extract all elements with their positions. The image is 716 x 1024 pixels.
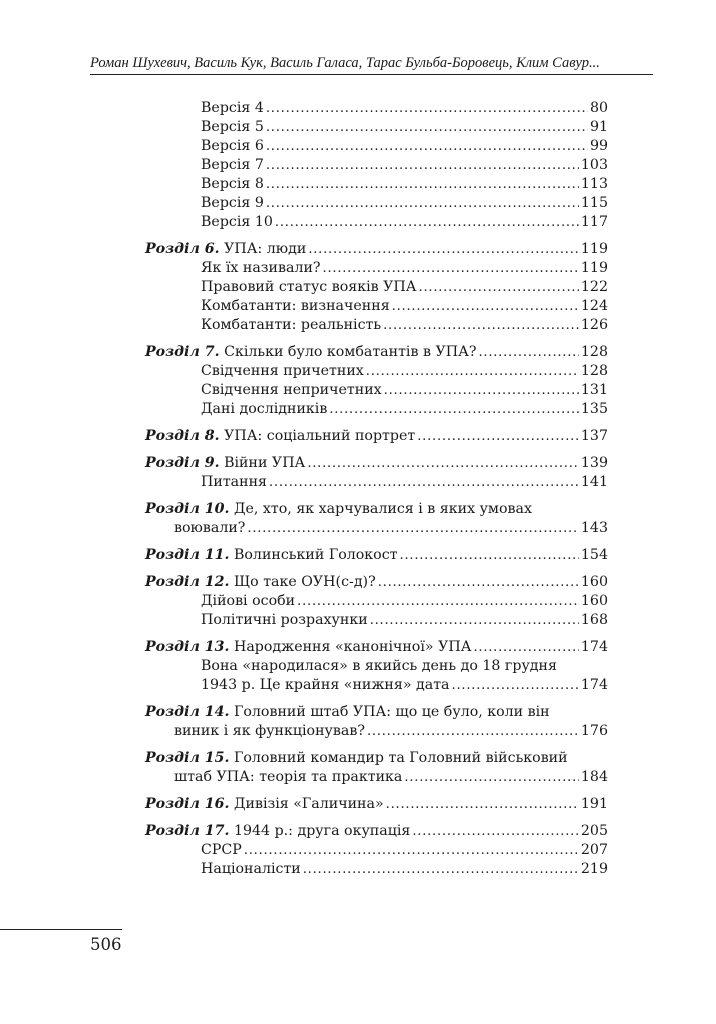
toc-page-number: 128 (580, 363, 608, 379)
toc-section-line[interactable] (145, 592, 608, 611)
dot-leader (266, 99, 588, 118)
toc-group (145, 240, 608, 335)
toc-entry-label (145, 240, 306, 259)
chapter-number: Розділ 6. (145, 241, 220, 257)
chapter-number: Розділ 17. (145, 823, 230, 839)
dot-leader (384, 381, 579, 400)
dot-leader (297, 592, 579, 611)
chapter-title: УПА: соціальний портрет (224, 428, 416, 444)
section-title: Комбатанти: реальність (201, 317, 382, 333)
toc-page-number: 143 (580, 520, 608, 536)
page-number: 506 (90, 935, 122, 954)
toc-chapter-line[interactable] (145, 427, 608, 446)
toc-chapter-line[interactable] (145, 795, 608, 814)
chapter-number: Розділ 14. (145, 704, 230, 720)
toc-page-number: 154 (580, 547, 608, 563)
toc-chapter-line[interactable] (145, 722, 608, 741)
section-title: Версія 6 (201, 138, 264, 154)
toc-section-line[interactable] (145, 175, 608, 194)
section-title: Свідчення непричетних (201, 382, 382, 398)
toc-chapter-line[interactable] (145, 240, 608, 259)
toc-page-number: 139 (580, 455, 608, 471)
toc-entry-label (201, 297, 390, 316)
toc-entry-label (201, 156, 264, 175)
toc-group (145, 703, 608, 741)
toc-page-number: 168 (580, 612, 608, 628)
toc-group (145, 343, 608, 419)
toc-page-number: 80 (589, 100, 608, 116)
section-title: СРСР (201, 842, 242, 858)
section-title-continued: 1943 р. Це крайня «нижня» дата (201, 677, 450, 693)
toc-page-number: 99 (589, 138, 608, 154)
toc-entry-label (201, 278, 417, 297)
toc-entry-label (145, 749, 568, 768)
toc-page-number: 205 (580, 823, 608, 839)
toc-section-line[interactable] (145, 362, 608, 381)
chapter-number: Розділ 7. (145, 344, 220, 360)
toc-chapter-line[interactable] (145, 822, 608, 841)
chapter-number: Розділ 15. (145, 750, 230, 766)
toc-chapter-line[interactable] (145, 749, 608, 768)
toc-entry-label (145, 573, 376, 592)
section-title: Версія 10 (201, 214, 273, 230)
footer-rule (0, 929, 122, 930)
section-title: Правовий статус вояків УПА (201, 279, 417, 295)
toc-section-line[interactable] (145, 137, 608, 156)
toc-entry-label (201, 362, 364, 381)
toc-entry-label (201, 400, 327, 419)
toc-group (145, 573, 608, 630)
section-title: Вона «народилася» в якийсь день до 18 грудня (201, 658, 557, 674)
toc-section-line[interactable] (145, 860, 608, 879)
toc-entry-label (145, 638, 471, 657)
dot-leader (473, 638, 578, 657)
chapter-title: Де, хто, як харчувалися і в яких умовах (233, 501, 532, 517)
section-title: Питання (201, 474, 267, 490)
toc-chapter-line[interactable] (145, 519, 608, 538)
toc-entry-label (201, 118, 264, 137)
dot-leader (400, 546, 579, 565)
chapter-title: Скільки було комбатантів в УПА? (224, 344, 477, 360)
chapter-number: Розділ 11. (145, 547, 230, 563)
toc-page-number: 135 (580, 401, 608, 417)
dot-leader (383, 316, 579, 335)
toc-entry-label (145, 343, 476, 362)
toc-entry-label (201, 99, 264, 118)
chapter-number: Розділ 9. (145, 455, 220, 471)
dot-leader (452, 676, 579, 695)
dot-leader (386, 795, 579, 814)
toc-chapter-line[interactable] (145, 343, 608, 362)
dot-leader (303, 860, 579, 879)
dot-leader (266, 118, 588, 137)
dot-leader (269, 473, 579, 492)
toc-entry-label (201, 381, 382, 400)
toc-chapter-line[interactable] (145, 638, 608, 657)
toc-page-number: 174 (580, 677, 608, 693)
dot-leader (417, 427, 579, 446)
toc-page-number: 141 (580, 474, 608, 490)
chapter-title: Народження «канонічної» УПА (233, 639, 472, 655)
toc-section-line[interactable] (145, 400, 608, 419)
toc-section-line[interactable] (145, 657, 608, 676)
toc-group (145, 822, 608, 879)
chapter-number: Розділ 12. (145, 574, 230, 590)
toc-group (145, 500, 608, 538)
dot-leader (378, 573, 579, 592)
toc-chapter-line[interactable] (145, 454, 608, 473)
chapter-title: Війни УПА (224, 455, 306, 471)
toc-entry-label (201, 213, 273, 232)
toc-page-number: 174 (580, 639, 608, 655)
section-title: Версія 8 (201, 176, 264, 192)
toc-page-number: 176 (580, 723, 608, 739)
toc-entry-label (201, 657, 557, 676)
toc-chapter-line[interactable] (145, 573, 608, 592)
toc-group (145, 454, 608, 492)
toc-page-number: 219 (580, 861, 608, 877)
toc-page-number: 137 (580, 428, 608, 444)
toc-entry-label (201, 316, 381, 335)
dot-leader (308, 240, 579, 259)
toc-entry-label (145, 822, 410, 841)
section-title: Версія 4 (201, 100, 264, 116)
dot-leader (266, 137, 588, 156)
toc-section-line[interactable] (145, 381, 608, 400)
section-title: Свідчення причетних (201, 363, 364, 379)
chapter-title: Волинський Голокост (233, 547, 398, 563)
running-head: Роман Шухевич, Василь Кук, Василь Галаса, Тарас Бульба-Боровець, Клим Савур... (90, 55, 600, 71)
toc-page-number: 115 (580, 195, 608, 211)
dot-leader (244, 841, 579, 860)
chapter-title-continued: штаб УПА: теорія та практика (174, 769, 403, 785)
dot-leader (367, 722, 579, 741)
section-title: Дійові особи (201, 593, 296, 609)
chapter-number: Розділ 10. (145, 501, 230, 517)
toc-entry-label (201, 259, 321, 278)
toc-group (145, 749, 608, 787)
section-title: Націоналісти (201, 861, 301, 877)
toc-section-line[interactable] (145, 297, 608, 316)
dot-leader (478, 343, 578, 362)
toc-entry-label (145, 703, 550, 722)
toc-entry-label (145, 795, 384, 814)
chapter-title: 1944 р.: друга окупація (233, 823, 411, 839)
toc-page-number: 119 (580, 241, 608, 257)
toc-entry-label (201, 860, 301, 879)
section-title: Комбатанти: визначення (201, 298, 390, 314)
section-title: Політичні розрахунки (201, 612, 368, 628)
dot-leader (275, 213, 579, 232)
chapter-title: Головний командир та Головний військовий (233, 750, 568, 766)
toc-entry-label (145, 546, 398, 565)
dot-leader (329, 400, 579, 419)
toc-entry-label (201, 137, 264, 156)
toc-chapter-line[interactable] (145, 703, 608, 722)
dot-leader (266, 175, 579, 194)
toc-chapter-line[interactable] (145, 768, 608, 787)
toc-entry-label (201, 676, 450, 695)
toc-group (145, 638, 608, 695)
toc-group (145, 795, 608, 814)
toc-page-number: 191 (580, 796, 608, 812)
toc-page-number: 91 (589, 119, 608, 135)
dot-leader (370, 611, 579, 630)
table-of-contents (145, 99, 608, 887)
toc-entry-label (145, 454, 305, 473)
toc-entry-label (145, 427, 415, 446)
toc-entry-label (201, 592, 295, 611)
toc-group (145, 427, 608, 446)
toc-entry-label (201, 194, 264, 213)
section-title: Дані дослідників (201, 401, 328, 417)
chapter-title: УПА: люди (224, 241, 307, 257)
toc-section-line[interactable] (145, 194, 608, 213)
toc-chapter-line[interactable] (145, 500, 608, 519)
toc-section-line[interactable] (145, 156, 608, 175)
toc-entry-label (201, 473, 267, 492)
section-title: Версія 7 (201, 157, 264, 173)
section-title: Версія 5 (201, 119, 264, 135)
dot-leader (404, 768, 579, 787)
toc-section-line[interactable] (145, 676, 608, 695)
toc-section-line[interactable] (145, 278, 608, 297)
toc-section-line[interactable] (145, 316, 608, 335)
dot-leader (266, 194, 579, 213)
chapter-title: Головний штаб УПА: що це було, коли він (233, 704, 550, 720)
dot-leader (412, 822, 579, 841)
toc-entry-label (201, 841, 242, 860)
toc-section-line[interactable] (145, 99, 608, 118)
dot-leader (366, 362, 579, 381)
toc-section-line[interactable] (145, 473, 608, 492)
toc-section-line[interactable] (145, 259, 608, 278)
toc-page-number: 117 (580, 214, 608, 230)
toc-page-number: 124 (580, 298, 608, 314)
toc-entry-label (201, 611, 368, 630)
toc-page-number: 184 (580, 769, 608, 785)
chapter-number: Розділ 8. (145, 428, 220, 444)
toc-page-number: 128 (580, 344, 608, 360)
dot-leader (266, 156, 579, 175)
dot-leader (307, 454, 579, 473)
toc-page-number: 113 (580, 176, 608, 192)
toc-section-line[interactable] (145, 118, 608, 137)
toc-group (145, 99, 608, 232)
toc-entry-label (145, 500, 532, 519)
toc-section-line[interactable] (145, 841, 608, 860)
toc-page-number: 131 (580, 382, 608, 398)
toc-page-number: 103 (580, 157, 608, 173)
dot-leader (392, 297, 579, 316)
chapter-title-continued: воювали? (174, 520, 246, 536)
section-title: Як їх називали? (201, 260, 321, 276)
toc-page-number: 119 (580, 260, 608, 276)
toc-group (145, 546, 608, 565)
dot-leader (323, 259, 579, 278)
chapter-title: Що таке ОУН(с-д)? (233, 574, 376, 590)
toc-page-number: 122 (580, 279, 608, 295)
chapter-number: Розділ 13. (145, 639, 230, 655)
toc-entry-label (201, 175, 264, 194)
chapter-title: Дивізія «Галичина» (233, 796, 384, 812)
chapter-number: Розділ 16. (145, 796, 230, 812)
toc-page-number: 160 (580, 593, 608, 609)
toc-page-number: 126 (580, 317, 608, 333)
toc-entry-label (174, 722, 365, 741)
toc-entry-label (174, 519, 245, 538)
header-rule (90, 74, 653, 75)
toc-page-number: 207 (580, 842, 608, 858)
chapter-title-continued: виник і як функціонував? (174, 723, 365, 739)
toc-section-line[interactable] (145, 611, 608, 630)
toc-entry-label (174, 768, 402, 787)
section-title: Версія 9 (201, 195, 264, 211)
dot-leader (247, 519, 579, 538)
toc-section-line[interactable] (145, 213, 608, 232)
toc-page-number: 160 (580, 574, 608, 590)
dot-leader (419, 278, 579, 297)
toc-chapter-line[interactable] (145, 546, 608, 565)
